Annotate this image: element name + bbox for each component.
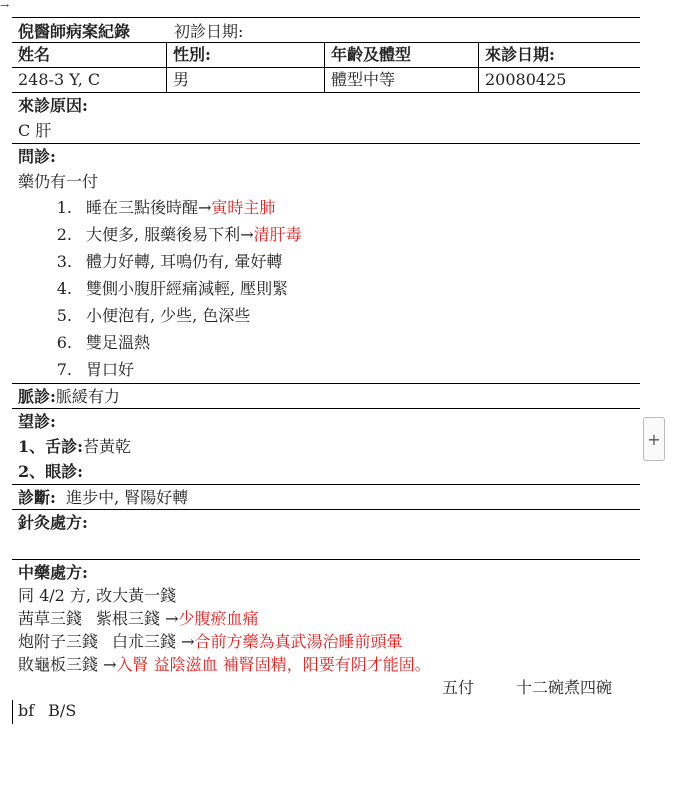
red-note: 入腎 益陰滋血 補腎固精，阳要有阴才能固。	[116, 655, 431, 674]
visit-date-header: 來診日期:	[478, 43, 640, 67]
left-border-rule	[12, 700, 13, 724]
red-note: 清肝毒	[253, 225, 302, 244]
herbal-line-1: 同 4/2 方, 改大黃一錢	[18, 586, 177, 605]
dosage-row	[18, 676, 640, 699]
inquiry-section	[12, 144, 640, 383]
list-item: 6. 雙足溫熱	[56, 333, 151, 352]
inquiry-intro: 藥仍有一付	[18, 172, 99, 191]
diagnosis-section	[12, 485, 640, 509]
record-title: 倪醫師病案紀錄	[18, 21, 131, 41]
list-item: 1. 睡在三點後時醒 → 寅時主肺	[44, 194, 640, 221]
diagnosis-label: 診斷:	[18, 488, 56, 507]
name-header: 姓名	[18, 45, 51, 64]
acupuncture-section	[12, 510, 640, 559]
arrow-icon: →	[198, 198, 212, 217]
observation-label: 望診:	[18, 412, 56, 431]
arrow-icon: →	[240, 225, 254, 244]
herbal-section	[12, 560, 640, 722]
patient-gender: 男	[166, 68, 324, 92]
patient-value-row	[12, 68, 640, 92]
herbal-line-2: 茜草三錢 紫根三錢 →少腹瘀血痛	[18, 609, 259, 628]
arrow-icon: →	[103, 655, 117, 674]
diagnosis-text: 進步中, 腎陽好轉	[66, 488, 189, 507]
corner-arrow-icon: →	[0, 0, 10, 12]
plus-icon: +	[647, 429, 661, 449]
herbal-label: 中藥處方:	[18, 563, 88, 582]
pulse-text: 脈緩有力	[55, 387, 120, 406]
reason-label: 來診原因:	[18, 96, 88, 115]
list-item: 7. 胃口好	[56, 360, 135, 379]
patient-name: 248-3 Y, C	[18, 70, 101, 89]
title-row	[12, 18, 640, 42]
patient-visit-date: 20080425	[478, 68, 640, 92]
age-build-header: 年齡及體型	[324, 43, 478, 67]
list-item: 5. 小便泡有, 少些, 色深些	[56, 306, 251, 325]
footer-row	[18, 699, 640, 722]
observation-section	[12, 409, 640, 484]
patient-build: 體型中等	[324, 68, 478, 92]
herbal-line-4: 敗龜板三錢 →入腎 益陰滋血 補腎固精，阳要有阴才能固。	[18, 655, 431, 674]
arrow-icon: →	[165, 609, 179, 628]
arrow-icon: →	[181, 632, 195, 651]
dosage-cooking: 十二碗煮四碗	[516, 678, 613, 697]
tongue-text: 苔黃乾	[83, 437, 132, 456]
tongue-label: 1、舌診:	[18, 437, 84, 456]
expand-plus-button[interactable]	[643, 417, 665, 461]
gender-header: 性別:	[166, 43, 324, 67]
acupuncture-label: 針灸處方:	[18, 513, 88, 532]
initial-date-label: 初診日期:	[174, 21, 244, 41]
reason-section	[12, 93, 640, 143]
pulse-label: 脈診:	[18, 387, 56, 406]
red-note: 寅時主肺	[211, 198, 276, 217]
reason-text: C 肝	[18, 121, 52, 140]
eye-row	[18, 459, 640, 484]
inquiry-label: 問診:	[18, 147, 56, 166]
list-item: 4. 雙側小腹肝經痛減輕, 壓則緊	[56, 279, 289, 298]
list-item: 2. 大便多, 服藥後易下利 → 清肝毒	[44, 221, 640, 248]
inquiry-list	[18, 194, 640, 383]
patient-header-row	[12, 43, 640, 67]
tongue-row	[18, 434, 640, 459]
red-note: 少腹瘀血痛	[178, 609, 259, 628]
herbal-line-3: 炮附子三錢 白朮三錢 →合前方藥為真武湯治睡前頭暈	[18, 632, 403, 651]
pulse-section	[12, 384, 640, 408]
eye-label: 2、眼診:	[18, 462, 84, 481]
dosage-count: 五付	[442, 678, 475, 697]
red-note: 合前方藥為真武湯治睡前頭暈	[194, 632, 403, 651]
case-record-document	[12, 17, 640, 722]
footer-bf: bf	[18, 701, 35, 720]
footer-bs: B/S	[48, 701, 77, 720]
list-item: 3. 體力好轉, 耳鳴仍有, 暈好轉	[56, 252, 283, 271]
